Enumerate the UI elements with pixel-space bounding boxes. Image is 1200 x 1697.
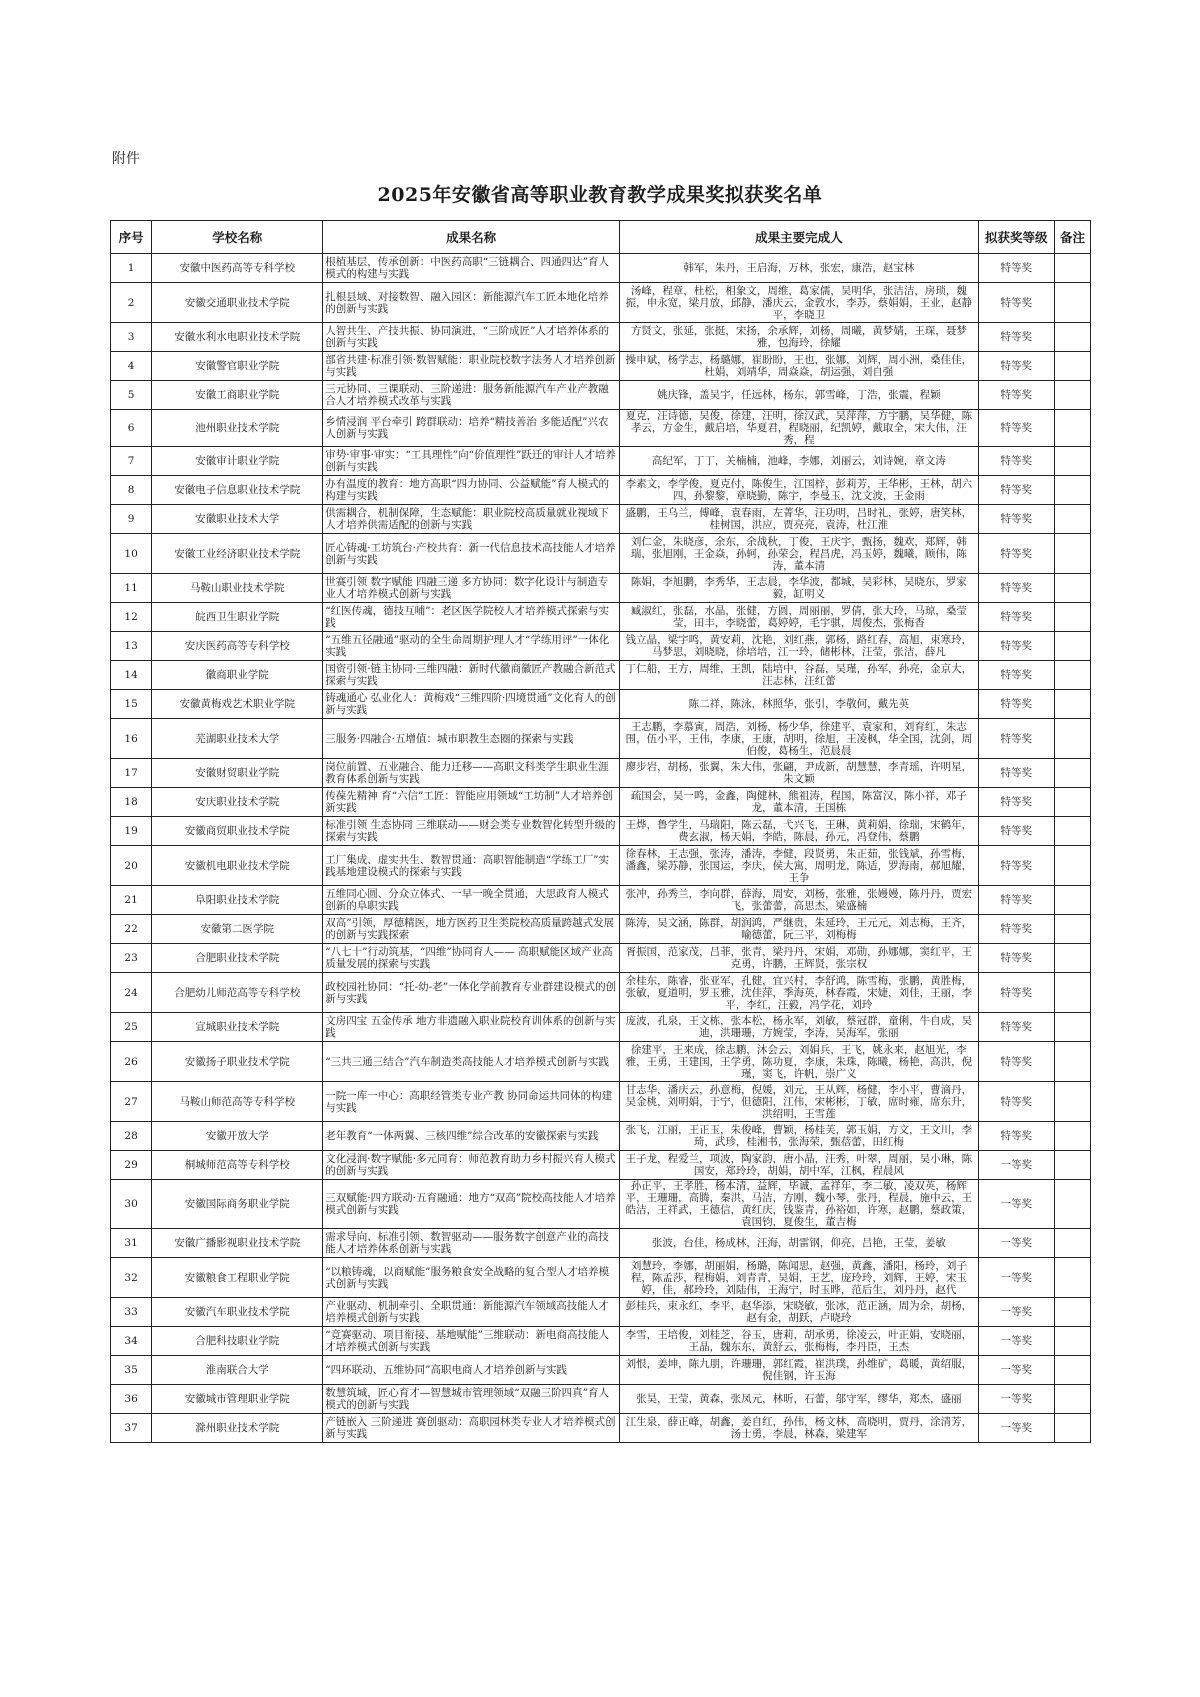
cell-note xyxy=(1054,381,1090,410)
cell-school: 合肥职业技术学院 xyxy=(152,944,323,973)
cell-people: 汤峰，程章，杜松，相象文，周维，葛家儒，吴明华，张洁洁，房琐，魏振，申永宽，梁月放，邱静，潘庆云，金敦水，李苏，蔡娟娟，王业，赵静平，李晓卫 xyxy=(620,283,979,323)
cell-note xyxy=(1054,1151,1090,1180)
cell-school: 安庆医药高等专科学校 xyxy=(152,632,323,661)
cell-achievement: 产业驱动、机制牵引、全职贯通：新能源汽车领域高技能人才培养模式创新与实践 xyxy=(323,1298,620,1327)
cell-school: 安徽交通职业技术学院 xyxy=(152,283,323,323)
cell-award: 一等奖 xyxy=(978,1327,1054,1356)
cell-people: 丁仁船，王方，周维，王凯，陆培中，谷磊，吴瑾，孙军，孙亮，金京大，汪志林，汪红蕾 xyxy=(620,661,979,690)
table-row xyxy=(111,505,1091,534)
table-row xyxy=(111,1356,1091,1385)
table-row xyxy=(111,759,1091,788)
table-row xyxy=(111,1013,1091,1042)
cell-people: 刘恨，姜坤，陈九朋，许珊珊，郭红霞，崔洪璞，孙维矿，葛暖，黄绍服，倪佳钢，许玉海 xyxy=(620,1356,979,1385)
table-row xyxy=(111,1414,1091,1443)
header-no: 序号 xyxy=(111,221,152,254)
cell-school: 安徽水利水电职业技术学院 xyxy=(152,323,323,352)
cell-school: 安徽城市管理职业学院 xyxy=(152,1385,323,1414)
cell-people: 甘志华，潘庆云，孙意梅，倪媛，刘元，王从辉，杨健，李小平，曹滴丹，吴金桃，刘明娟，于宁，但德阳，江伟，宋彬彬，丁敏，席时雍，席东升，洪绍明，王雪莲 xyxy=(620,1082,979,1122)
cell-people: 张昊，王莹，黄森，张凤元，林昕，石蕾，邬守军，缪华，郑杰，盛丽 xyxy=(620,1385,979,1414)
cell-no: 14 xyxy=(111,661,152,690)
cell-award: 一等奖 xyxy=(978,1229,1054,1258)
cell-no: 34 xyxy=(111,1327,152,1356)
table-row xyxy=(111,283,1091,323)
cell-achievement: “五维五径融通”驱动的全生命周期护理人才“学练用评”一体化实践 xyxy=(323,632,620,661)
cell-award: 一等奖 xyxy=(978,1258,1054,1298)
cell-no: 9 xyxy=(111,505,152,534)
cell-no: 8 xyxy=(111,476,152,505)
cell-award: 特等奖 xyxy=(978,661,1054,690)
cell-note xyxy=(1054,788,1090,817)
cell-people: 疏国会，吴一鸣，金鑫，陶健林，熊祖涛，程国，陈富汉，陈小祥，邓子龙，董本清，王国栋 xyxy=(620,788,979,817)
cell-school: 安徽机电职业技术学院 xyxy=(152,846,323,886)
cell-no: 11 xyxy=(111,574,152,603)
cell-achievement: “竞赛驱动、项目衔接、基地赋能”三维联动：新电商高技能人才培养模式创新与实践 xyxy=(323,1327,620,1356)
cell-achievement: 产链嵌入 三阶递进 赛创驱动：高职园林类专业人才培养模式创新与实践 xyxy=(323,1414,620,1443)
table-row xyxy=(111,476,1091,505)
cell-people: 彭桂兵，束永红，李平，赵华添，宋晓敏，张冰，范正涵，周为余，胡杨，赵有金，胡跃，卢晓玲 xyxy=(620,1298,979,1327)
table-row xyxy=(111,574,1091,603)
table-row xyxy=(111,1042,1091,1082)
cell-achievement: 国资引领·链主协同·三维四融：新时代徽商徽匠产教融合新范式探索与实践 xyxy=(323,661,620,690)
header-people: 成果主要完成人 xyxy=(620,221,979,254)
cell-note xyxy=(1054,1298,1090,1327)
cell-school: 桐城师范高等专科学校 xyxy=(152,1151,323,1180)
cell-school: 安徽警官职业学院 xyxy=(152,352,323,381)
table-row xyxy=(111,352,1091,381)
cell-note xyxy=(1054,603,1090,632)
cell-people: 胥振国，范家茂，吕菲，张青，梁丹丹，宋娟，邓勋，孙娜娜，窦红平，王克勇，许鹏，王辉贤，张宗权 xyxy=(620,944,979,973)
cell-no: 7 xyxy=(111,447,152,476)
cell-note xyxy=(1054,973,1090,1013)
cell-people: 王子龙，程爱兰，项波，陶家韵，唐小晶，汪秀，叶翠，周丽，吴小琳，陈国安，郑玲玲，胡娟，胡中军，江枫，程晨风 xyxy=(620,1151,979,1180)
cell-school: 淮南联合大学 xyxy=(152,1356,323,1385)
cell-people: 陈娟，李旭鹏，李秀华，王志晨，李华波，都城，吴彩林，吴晓东，罗家毅，缸明义 xyxy=(620,574,979,603)
cell-school: 安徽黄梅戏艺术职业学院 xyxy=(152,690,323,719)
cell-note xyxy=(1054,915,1090,944)
cell-people: 徐春林，王志强，张涛，潘涛，李健，段贤勇，朱正茹，张钱斌，孙雪梅，潘鑫，梁苏静，张国运，李庆，侯大寓，周明龙，陈适，罗海南，郝旭耀，王争 xyxy=(620,846,979,886)
cell-note xyxy=(1054,886,1090,915)
cell-award: 特等奖 xyxy=(978,381,1054,410)
cell-no: 28 xyxy=(111,1122,152,1151)
table-row xyxy=(111,1298,1091,1327)
award-table xyxy=(110,220,1091,1443)
cell-no: 36 xyxy=(111,1385,152,1414)
cell-award: 特等奖 xyxy=(978,410,1054,447)
cell-no: 31 xyxy=(111,1229,152,1258)
cell-achievement: 扎根县域、对接数智、融入园区：新能源汽车工匠本地化培养的创新与实践 xyxy=(323,283,620,323)
cell-no: 6 xyxy=(111,410,152,447)
cell-school: 安徽国际商务职业学院 xyxy=(152,1180,323,1229)
cell-note xyxy=(1054,944,1090,973)
table-row xyxy=(111,1229,1091,1258)
cell-no: 23 xyxy=(111,944,152,973)
cell-school: 芜湖职业技术大学 xyxy=(152,719,323,759)
cell-people: 徐建平，王来成，徐志鹏，沐会云，刘娟兵，王飞，姚永来，赵旭光，李雅，王勇，王建国，王学勇，陈功夏，李康，朱珠，陈曦，杨艳，高洪，倪瑾，窦飞，许帆，崇广义 xyxy=(620,1042,979,1082)
cell-school: 合肥幼儿师范高等专科学校 xyxy=(152,973,323,1013)
cell-people: 余桂东，陈睿，张亚军，孔健，宜兴村，李舒鸿，陈雪梅，张鹏，黄胜梅，张敏，夏道明，罗玉雅，沈佳萍，季海英，林春霞，宋婕，刘佳，王丽，李平，李红，汪毅，冯学花，刘玲 xyxy=(620,973,979,1013)
cell-achievement: 乡情浸润 平台牵引 跨群联动：培养“精技善治 多能适配”兴农人创新与实践 xyxy=(323,410,620,447)
cell-no: 29 xyxy=(111,1151,152,1180)
cell-school: 安徽商贸职业技术学院 xyxy=(152,817,323,846)
cell-people: 韩军，朱丹，王启海，万林，张宏，康浩，赵宝林 xyxy=(620,254,979,283)
cell-award: 特等奖 xyxy=(978,788,1054,817)
cell-achievement: 标准引领 生态协同 三维联动——财会类专业数智化转型升级的探索与实践 xyxy=(323,817,620,846)
cell-award: 特等奖 xyxy=(978,632,1054,661)
table-row xyxy=(111,1258,1091,1298)
cell-people: 李素文，李学俊，夏克付，陈俊生，江国梓，彭莉芳，王华彬，王林，胡六四，孙黎黎，章晓勤，陈宇，李曼玉，沈文波，王金雨 xyxy=(620,476,979,505)
cell-note xyxy=(1054,1356,1090,1385)
table-row xyxy=(111,1122,1091,1151)
cell-note xyxy=(1054,1229,1090,1258)
cell-school: 徽商职业学院 xyxy=(152,661,323,690)
table-row xyxy=(111,817,1091,846)
cell-note xyxy=(1054,1180,1090,1229)
cell-no: 12 xyxy=(111,603,152,632)
table-row xyxy=(111,410,1091,447)
cell-people: 王志鹏，李慕寅，周浩，刘杨，杨少华，徐建平，袁家和，刘育红，朱志围，伍小平，王伟，李康，王康，胡明，徐旭，王凌枫，华全国，沈剑，周伯俊，葛杨生，范晨晨 xyxy=(620,719,979,759)
table-row xyxy=(111,944,1091,973)
cell-award: 特等奖 xyxy=(978,1013,1054,1042)
cell-no: 32 xyxy=(111,1258,152,1298)
cell-school: 安徽第二医学院 xyxy=(152,915,323,944)
cell-achievement: 传葆先精神 育“六信”工匠：智能应用领域“工坊制”人才培养创新实践 xyxy=(323,788,620,817)
cell-no: 2 xyxy=(111,283,152,323)
cell-achievement: 五维同心圆、分众立体式、一早一晚全贯通，大思政育人模式创新的阜职实践 xyxy=(323,886,620,915)
cell-achievement: 审势·审事·审实：“工具理性”向“价值理性”跃迁的审计人才培养创新与实践 xyxy=(323,447,620,476)
attachment-label: 附件 xyxy=(112,151,140,167)
cell-people: 钱立晶，梁宇鸣，黄安莉，沈艳，刘红燕，郭杨，路红春，高旭，束寒玲，马梦思，刘晓晓，徐培培，江一玲，储彬林，汪莹，张洁，薛凡 xyxy=(620,632,979,661)
cell-people: 高纪军，丁丁，关楠楠，池峰，李娜，刘丽云，刘诗婉，章文涛 xyxy=(620,447,979,476)
cell-achievement: 办有温度的教育：地方高职“四力协同、公益赋能”育人模式的构建与实践 xyxy=(323,476,620,505)
cell-no: 37 xyxy=(111,1414,152,1443)
cell-people: 臧淑红，张磊，水晶，张健，方圆，周丽丽，罗倩，张大玲，马琼，桑莹莹，田丰，李晓蕾，葛婷婷，毛宇骐，周俊杰，张梅香 xyxy=(620,603,979,632)
cell-achievement: 人智共生、产技共振、协同演进，“三阶成匠”人才培养体系的创新与实践 xyxy=(323,323,620,352)
cell-note xyxy=(1054,283,1090,323)
cell-school: 合肥科技职业学院 xyxy=(152,1327,323,1356)
cell-achievement: 三元协同、三课联动、三阶递进：服务新能源汽车产业产教融合人才培养模式改革与实践 xyxy=(323,381,620,410)
cell-school: 安徽粮食工程职业学院 xyxy=(152,1258,323,1298)
cell-note xyxy=(1054,661,1090,690)
cell-achievement: “四环联动、五维协同”高职电商人才培养创新与实践 xyxy=(323,1356,620,1385)
cell-people: 方贤文，张延，张挺，宋扬，余承辉，刘杨，周曦，黄梦婧，王琛，聂梦雅，包海玲，徐耀 xyxy=(620,323,979,352)
cell-note xyxy=(1054,1327,1090,1356)
cell-achievement: 一院一库一中心：高职经管类专业产教 协同命运共同体的构建与实践 xyxy=(323,1082,620,1122)
cell-award: 特等奖 xyxy=(978,759,1054,788)
cell-note xyxy=(1054,254,1090,283)
cell-achievement: 数慧筑城，匠心育才—智慧城市管理领域“双融三阶四真”育人模式的创新与实践 xyxy=(323,1385,620,1414)
header-school: 学校名称 xyxy=(152,221,323,254)
cell-award: 特等奖 xyxy=(978,505,1054,534)
cell-achievement: 根植基层，传承创新：中医药高职“三链耦合、四通四达”育人模式的构建与实践 xyxy=(323,254,620,283)
cell-no: 17 xyxy=(111,759,152,788)
table-row xyxy=(111,973,1091,1013)
cell-award: 特等奖 xyxy=(978,534,1054,574)
cell-note xyxy=(1054,323,1090,352)
cell-school: 安徽电子信息职业技术学院 xyxy=(152,476,323,505)
cell-people: 廖步岩，胡杨，张翼，朱大伟，张翩，尹成新，胡慧慧，李青瑶，许明星，朱文颖 xyxy=(620,759,979,788)
cell-award: 特等奖 xyxy=(978,603,1054,632)
cell-award: 特等奖 xyxy=(978,886,1054,915)
cell-achievement: 三服务·四融合·五增值：城市职教生态圈的探索与实践 xyxy=(323,719,620,759)
cell-award: 特等奖 xyxy=(978,915,1054,944)
cell-award: 特等奖 xyxy=(978,574,1054,603)
cell-people: 李雪，王培俊，刘桂芝，谷玉，唐莉，胡承勇，徐凌云，叶正娟，安晓丽，王晶，魏东东，黄舒云，张梅梅，李丹臣，王杰 xyxy=(620,1327,979,1356)
cell-school: 马鞍山职业技术学院 xyxy=(152,574,323,603)
table-row xyxy=(111,719,1091,759)
cell-note xyxy=(1054,1258,1090,1298)
table-row xyxy=(111,886,1091,915)
cell-school: 安徽职业技术大学 xyxy=(152,505,323,534)
cell-people: 孙正平，王孝胜，杨本清，益辉，毕诚，孟祥年，李二敏，凌双英，杨辉平，王珊珊，高腾，秦洪，马洁，方刚，魏小琴，张丹，程晨，施中云，王皓洁，王祥武，王德信，黄红庆，钱鉴青，孙裕如，许寒，赵鹏，蔡政策，袁国钧，夏俊生，董吉梅 xyxy=(620,1180,979,1229)
cell-award: 特等奖 xyxy=(978,690,1054,719)
cell-achievement: “三共三通三结合”汽车制造类高技能人才培养模式创新与实践 xyxy=(323,1042,620,1082)
cell-note xyxy=(1054,719,1090,759)
cell-no: 27 xyxy=(111,1082,152,1122)
cell-school: 安徽汽车职业技术学院 xyxy=(152,1298,323,1327)
cell-no: 1 xyxy=(111,254,152,283)
cell-achievement: 双高”引领，厚德精医，地方医药卫生类院校高质量跨越式发展的创新与实践探索 xyxy=(323,915,620,944)
cell-school: 安徽广播影视职业技术学院 xyxy=(152,1229,323,1258)
cell-note xyxy=(1054,1385,1090,1414)
cell-achievement: 文化浸润·数字赋能·多元同育：师范教育助力乡村振兴育人模式的创新与实践 xyxy=(323,1151,620,1180)
cell-achievement: 政校园社协同：“托-幼-老”一体化学前教育专业群建设模式的创新与实践 xyxy=(323,973,620,1013)
cell-people: 江生泉，薛正峰，胡鑫，姜自红，孙伟，杨文林，高晓明，贾丹，涂清芳，汤士勇，李晨，林森，梁建军 xyxy=(620,1414,979,1443)
cell-award: 特等奖 xyxy=(978,944,1054,973)
table-row xyxy=(111,690,1091,719)
table-row xyxy=(111,254,1091,283)
cell-achievement: 工厂集成、虚实共生、数智贯通：高职智能制造“学练工厂”实践基地建设模式的探索与实践 xyxy=(323,846,620,886)
cell-note xyxy=(1054,846,1090,886)
cell-school: 安徽中医药高等专科学校 xyxy=(152,254,323,283)
cell-achievement: 铸魂通心 弘业化人：黄梅戏“三维四阶·四境贯通”文化育人的创新与实践 xyxy=(323,690,620,719)
cell-achievement: 需求导向、标准引领、数智驱动——服务数字创意产业的高技能人才培养体系创新与实践 xyxy=(323,1229,620,1258)
cell-no: 21 xyxy=(111,886,152,915)
cell-achievement: 世赛引领 数字赋能 四融三递 多方协同：数字化设计与制造专业人才培养模式创新与实践 xyxy=(323,574,620,603)
cell-award: 一等奖 xyxy=(978,1298,1054,1327)
cell-school: 安徽工商职业学院 xyxy=(152,381,323,410)
cell-school: 皖西卫生职业学院 xyxy=(152,603,323,632)
cell-no: 24 xyxy=(111,973,152,1013)
cell-award: 特等奖 xyxy=(978,846,1054,886)
cell-note xyxy=(1054,410,1090,447)
cell-people: 陈涛，吴文涵，陈群，胡润鸿，严继贵，朱延玲，王元元，刘志梅，王齐，喻德蕾，阮三平，刘梅梅 xyxy=(620,915,979,944)
cell-achievement: 供需耦合，机制保障，生态赋能：职业院校高质量就业视域下人才培养供需适配的创新与实践 xyxy=(323,505,620,534)
cell-school: 滁州职业技术学院 xyxy=(152,1414,323,1443)
table-row xyxy=(111,788,1091,817)
cell-note xyxy=(1054,476,1090,505)
cell-award: 特等奖 xyxy=(978,1042,1054,1082)
cell-award: 一等奖 xyxy=(978,1180,1054,1229)
header-achievement: 成果名称 xyxy=(323,221,620,254)
cell-award: 特等奖 xyxy=(978,1122,1054,1151)
cell-no: 20 xyxy=(111,846,152,886)
cell-award: 特等奖 xyxy=(978,1082,1054,1122)
cell-award: 特等奖 xyxy=(978,719,1054,759)
cell-note xyxy=(1054,505,1090,534)
cell-school: 安徽开放大学 xyxy=(152,1122,323,1151)
cell-note xyxy=(1054,1122,1090,1151)
table-row xyxy=(111,1082,1091,1122)
cell-school: 安徽工业经济职业技术学院 xyxy=(152,534,323,574)
table-header-row xyxy=(111,221,1091,254)
cell-people: 张飞，江丽，王正玉，朱俊峰，曹颖，杨桂芙，郭玉娟，方文，王文川，李琦，武珍，桂湘书，张海荣，甄蓓蕾，田红梅 xyxy=(620,1122,979,1151)
cell-note xyxy=(1054,1013,1090,1042)
cell-school: 安徽财贸职业学院 xyxy=(152,759,323,788)
cell-award: 特等奖 xyxy=(978,352,1054,381)
cell-people: 陈二祥，陈泳，林照华，张引，李敬何，戴先英 xyxy=(620,690,979,719)
cell-award: 特等奖 xyxy=(978,973,1054,1013)
cell-achievement: 岗位前置、五业融合、能力迁移——高职文科类学生职业生涯教育体系创新与实践 xyxy=(323,759,620,788)
cell-no: 30 xyxy=(111,1180,152,1229)
cell-achievement: “红医传魂，德技互哺”：老区医学院校人才培养模式探索与实践 xyxy=(323,603,620,632)
cell-people: 王烨，鲁学生，马瑞阳，陈云磊，弋兴飞，王琳，黄莉娟，徐瑞，宋鹤年，费玄淑，杨天娟，李皓，陈晨，孙元，冯登伟，蔡鹏 xyxy=(620,817,979,846)
cell-people: 张冲，孙秀兰，李向群，薛海，周安，刘杨，张雅，张嫚嫚，陈丹丹，贾宏飞，张蕾蕾，高思杰，梁盛楠 xyxy=(620,886,979,915)
table-row xyxy=(111,534,1091,574)
cell-no: 33 xyxy=(111,1298,152,1327)
cell-no: 22 xyxy=(111,915,152,944)
table-row xyxy=(111,846,1091,886)
cell-award: 一等奖 xyxy=(978,1414,1054,1443)
cell-school: 安庆职业技术学院 xyxy=(152,788,323,817)
cell-note xyxy=(1054,1414,1090,1443)
cell-note xyxy=(1054,690,1090,719)
cell-award: 特等奖 xyxy=(978,447,1054,476)
cell-award: 特等奖 xyxy=(978,476,1054,505)
cell-achievement: 三双赋能·四方联动·五育融通：地方“双高”院校高技能人才培养模式创新与实践 xyxy=(323,1180,620,1229)
cell-school: 安徽扬子职业技术学院 xyxy=(152,1042,323,1082)
cell-achievement: 部省共建·标准引领·数智赋能：职业院校数字法务人才培养创新与实践 xyxy=(323,352,620,381)
cell-no: 15 xyxy=(111,690,152,719)
cell-achievement: 文房四宝 五金传承 地方非遗融入职业院校育训体系的创新与实践 xyxy=(323,1013,620,1042)
cell-school: 阜阳职业技术学院 xyxy=(152,886,323,915)
cell-no: 18 xyxy=(111,788,152,817)
cell-note xyxy=(1054,447,1090,476)
cell-award: 一等奖 xyxy=(978,1385,1054,1414)
cell-people: 刘慧玲，李娜，胡丽娟，杨璐，陈闻思，赵强，黄鑫，潘阳，杨玲，刘子程，陈孟莎，程梅娟，刘青青，吴娟，王艺，庞玲玲，刘辉，王婷，宋玉婷，佳，郝玲玲，刘陆伟，王海宁，时玉晔，范后生，刘丹丹，赵代 xyxy=(620,1258,979,1298)
cell-award: 一等奖 xyxy=(978,1356,1054,1385)
cell-award: 特等奖 xyxy=(978,323,1054,352)
cell-award: 特等奖 xyxy=(978,817,1054,846)
table-row xyxy=(111,381,1091,410)
cell-no: 16 xyxy=(111,719,152,759)
document-title: 2025年安徽省高等职业教育教学成果奖拟获奖名单 xyxy=(377,184,823,206)
table-row xyxy=(111,603,1091,632)
cell-no: 4 xyxy=(111,352,152,381)
cell-school: 宣城职业技术学院 xyxy=(152,1013,323,1042)
table-row xyxy=(111,1151,1091,1180)
cell-achievement: “八七十”行动筑基，“四维”协同育人—— 高职赋能区域产业高质量发展的探索与实践 xyxy=(323,944,620,973)
cell-no: 5 xyxy=(111,381,152,410)
cell-people: 庞波，孔泉，王文栋，张本松，杨永军，刘敏，蔡冠群，童俐，牛自成，吴迪，洪珊珊，方婉莹，李涛，吴海军，张丽 xyxy=(620,1013,979,1042)
cell-school: 马鞍山师范高等专科学校 xyxy=(152,1082,323,1122)
table-row xyxy=(111,1327,1091,1356)
header-note: 备注 xyxy=(1054,221,1090,254)
cell-no: 13 xyxy=(111,632,152,661)
table-row xyxy=(111,447,1091,476)
cell-school: 安徽审计职业学院 xyxy=(152,447,323,476)
cell-note xyxy=(1054,534,1090,574)
cell-note xyxy=(1054,1042,1090,1082)
cell-award: 特等奖 xyxy=(978,283,1054,323)
table-row xyxy=(111,661,1091,690)
cell-achievement: 老年教育“一体两翼、三核四维”综合改革的安徽探索与实践 xyxy=(323,1122,620,1151)
table-row xyxy=(111,632,1091,661)
cell-people: 操申斌，杨学志，杨璐娜，崔盼盼，王也，张娜，刘辉，周小洲，桑佳佳，杜娟，刘靖华，周焱焱，胡运强，刘自强 xyxy=(620,352,979,381)
cell-no: 10 xyxy=(111,534,152,574)
cell-award: 特等奖 xyxy=(978,254,1054,283)
cell-note xyxy=(1054,352,1090,381)
cell-people: 刘仁金，朱晓彦，余东，余战秋，丁俊，王庆宇，甄扬，魏欢，郑辉，韩瑞，张旭刚，王金焱，孙轲，孙荣会，程昌虎，冯玉婷，魏曦，顾伟，陈涛，董本清 xyxy=(620,534,979,574)
cell-people: 张波，台佳，杨成林，汪海，胡雷钢，仰亮，吕艳，王莹，姜敏 xyxy=(620,1229,979,1258)
cell-achievement: “以粮铸魂，以商赋能”服务粮食安全战略的复合型人才培养模式创新与实践 xyxy=(323,1258,620,1298)
table-row xyxy=(111,1385,1091,1414)
cell-no: 3 xyxy=(111,323,152,352)
cell-note xyxy=(1054,632,1090,661)
cell-note xyxy=(1054,574,1090,603)
table-row xyxy=(111,1180,1091,1229)
cell-note xyxy=(1054,817,1090,846)
cell-award: 一等奖 xyxy=(978,1151,1054,1180)
cell-no: 35 xyxy=(111,1356,152,1385)
cell-no: 26 xyxy=(111,1042,152,1082)
cell-no: 19 xyxy=(111,817,152,846)
cell-no: 25 xyxy=(111,1013,152,1042)
cell-people: 盛鹏，王乌兰，傅峰，袁春雨，左菁华，汪功明，吕时礼，张婷，唐笑林，桂树国，洪应，贾亮亮，袁涛，杜江淮 xyxy=(620,505,979,534)
cell-people: 姚庆锋，盖吴宇，任远林，杨东，郭雪峰，丁浩，张震，程颖 xyxy=(620,381,979,410)
cell-school: 池州职业技术学院 xyxy=(152,410,323,447)
cell-note xyxy=(1054,759,1090,788)
cell-achievement: 匠心铸魂·工坊筑台·产校共育：新一代信息技术高技能人才培养创新与实践 xyxy=(323,534,620,574)
cell-note xyxy=(1054,1082,1090,1122)
cell-people: 夏克，汪诗德，吴俊，徐建，汪明，徐汉武，吴萍萍，方宇鹏，吴华健，陈孝云，方金生，戴启培，华夏君，程晓丽，纪凯婷，戴取全，宋大伟，汪秀，程 xyxy=(620,410,979,447)
table-row xyxy=(111,323,1091,352)
header-award: 拟获奖等级 xyxy=(978,221,1054,254)
table-row xyxy=(111,915,1091,944)
